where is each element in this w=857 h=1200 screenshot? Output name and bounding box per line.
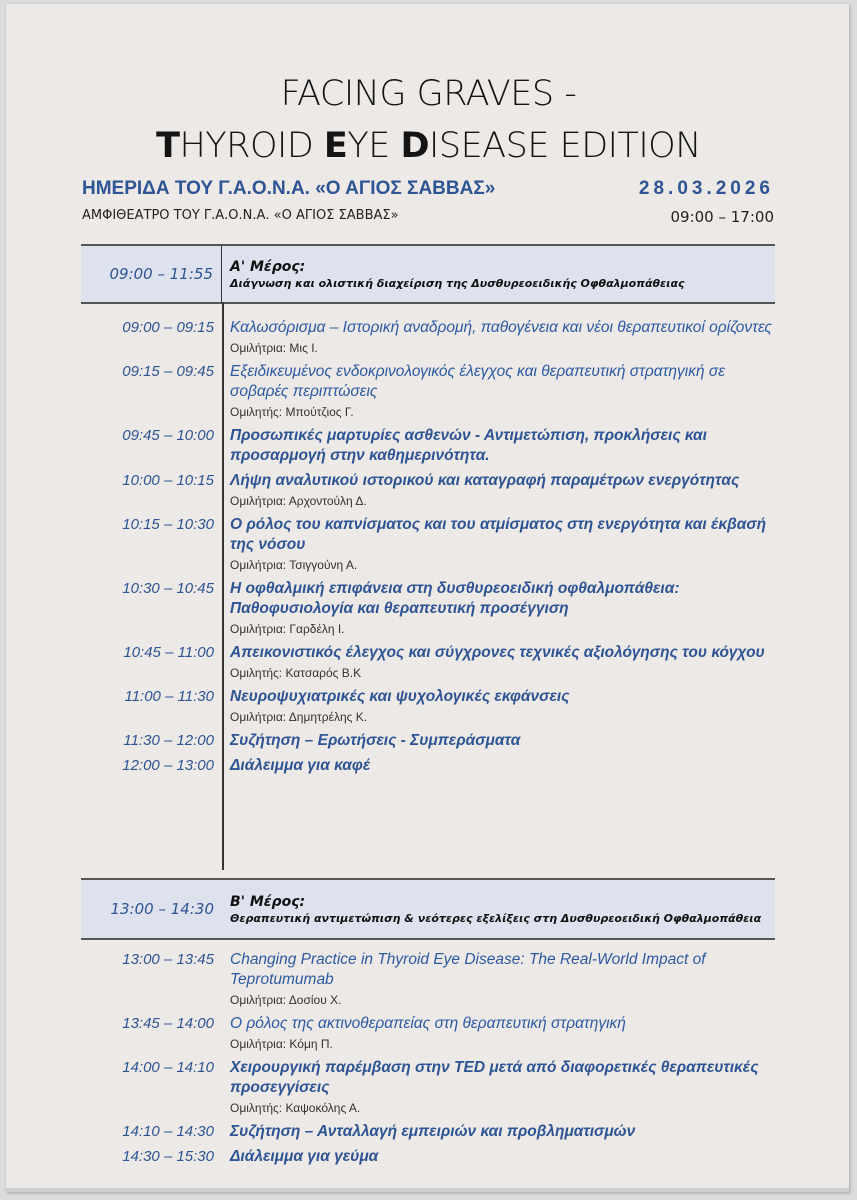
title-line-1: FACING GRAVES - (280, 74, 577, 114)
schedule-row (81, 1122, 775, 1142)
session-time: 14:30 – 15:30 (122, 1148, 214, 1165)
section-header-a (81, 244, 775, 304)
session-title: Ο ρόλος του καπνίσματος και του ατμίσματος στη ενεργότητα και έκβασή της νόσου (230, 516, 767, 553)
session-title: Λήψη αναλυτικού ιστορικού και καταγραφή παραμέτρων ενεργότητας (230, 472, 740, 489)
schedule-row (81, 1058, 775, 1117)
schedule-row (81, 731, 775, 751)
session-time: 10:30 – 10:45 (122, 580, 214, 597)
session-time: 13:00 – 13:45 (122, 951, 214, 968)
session-title: Η οφθαλμική επιφάνεια στη δυσθυρεοειδική οφθαλμοπάθεια: Παθοφυσιολογία και θεραπευτική προσέγγιση (230, 580, 680, 617)
session-time: 09:15 – 09:45 (122, 363, 214, 380)
session-title: Εξειδικευμένος ενδοκρινολογικός έλεγχος και θεραπευτική στρατηγική σε σοβαρές περιπτώσεις (230, 363, 726, 400)
session-time: 10:45 – 11:00 (123, 644, 214, 661)
session-time: 09:00 – 09:15 (122, 319, 214, 336)
session-time: 10:00 – 10:15 (122, 472, 214, 489)
session-time: 09:45 – 10:00 (122, 427, 214, 444)
venue-name: ΑΜΦΙΘΕΑΤΡΟ ΤΟΥ Γ.Α.Ο.Ν.Α. «Ο ΑΓΙΟΣ ΣΑΒΒΑΣ» (82, 208, 399, 223)
section-label: Α' Μέρος: (230, 258, 306, 275)
session-title: Συζήτηση – Ανταλλαγή εμπειριών και προβληματισμών (230, 1123, 636, 1140)
session-title: Καλωσόρισμα – Ιστορική αναδρομή, παθογένεια και νέοι θεραπευτικοί ορίζοντες (230, 319, 772, 336)
schedule-row (81, 362, 775, 421)
section-header-b (81, 878, 775, 940)
session-speaker: Ομιλήτρια: Κόμη Π. (230, 1037, 333, 1051)
session-time: 12:00 – 13:00 (122, 757, 214, 774)
session-title: Διάλειμμα για καφέ (230, 757, 371, 774)
session-time: 11:00 – 11:30 (124, 688, 214, 705)
page-bottom-edge (6, 1188, 849, 1192)
event-line (82, 178, 774, 200)
venue-line (82, 208, 774, 226)
schedule-row (81, 1014, 775, 1053)
schedule-row (81, 1147, 775, 1167)
schedule-row (81, 950, 775, 1009)
session-speaker: Ομιλήτρια: Δημητρέλης Κ. (230, 710, 368, 724)
session-speaker: Ομιλητής: Κατσαρός Β.Κ (230, 666, 362, 680)
session-speaker: Ομιλήτρια: Αρχοντούλη Δ. (230, 494, 367, 508)
session-time: 11:30 – 12:00 (123, 732, 214, 749)
section-time: 13:00 – 14:30 (110, 900, 214, 918)
schedule-row (81, 579, 775, 638)
schedule-row (81, 318, 775, 357)
title-fragment: E (323, 126, 348, 166)
session-title: Νευροψυχιατρικές και ψυχολογικές εκφάνσεις (230, 688, 570, 705)
event-date: 28.03.2026 (638, 178, 774, 199)
session-time: 14:10 – 14:30 (122, 1123, 214, 1140)
title-fragment: T (156, 126, 180, 166)
schedule-row (81, 756, 775, 776)
title-fragment: D (400, 126, 430, 166)
session-speaker: Ομιλητής: Μπούτζιος Γ. (230, 405, 354, 419)
section-label: Β' Μέρος: (230, 893, 306, 910)
section-description: Διάγνωση και ολιστική διαχείριση της Δυσθυρεοειδικής Οφθαλμοπάθειας (230, 276, 685, 290)
title-fragment: ISEASE EDITION (429, 126, 701, 166)
session-speaker: Ομιλήτρια: Δοσίου Χ. (230, 993, 342, 1007)
event-hours: 09:00 – 17:00 (670, 208, 774, 226)
session-title: Ο ρόλος της ακτινοθεραπείας στη θεραπευτική στρατηγική (230, 1015, 626, 1032)
session-speaker: Ομιλήτρια: Τσιγγούνη Α. (230, 558, 358, 572)
session-title: Χειρουργική παρέμβαση στην TED μετά από διαφορετικές θεραπευτικές προσεγγίσεις (230, 1059, 759, 1096)
title-line-2 (0, 126, 857, 166)
section-time: 09:00 – 11:55 (81, 246, 222, 302)
title-fragment: HYROID (179, 126, 324, 166)
session-title: Προσωπικές μαρτυρίες ασθενών - Αντιμετώπιση, προκλήσεις και προσαρμογή στην καθημερινότητα. (230, 427, 707, 464)
session-speaker: Ομιλήτρια: Μις Ι. (230, 341, 318, 355)
session-time: 10:15 – 10:30 (122, 516, 214, 533)
schedule-row (81, 426, 775, 466)
schedule-row (81, 643, 775, 682)
session-title: Changing Practice in Thyroid Eye Disease: The Real-World Impact of Teprotumumab (230, 951, 706, 988)
schedule-list-b (81, 950, 775, 1172)
session-time: 14:00 – 14:10 (122, 1059, 214, 1076)
schedule-row (81, 515, 775, 574)
schedule-list-a (81, 318, 775, 781)
session-time: 13:45 – 14:00 (122, 1015, 214, 1032)
schedule-row (81, 471, 775, 510)
session-speaker: Ομιλήτρια: Γαρδέλη Ι. (230, 622, 345, 636)
event-name: ΗΜΕΡΙΔΑ ΤΟΥ Γ.Α.Ο.Ν.Α. «Ο ΑΓΙΟΣ ΣΑΒΒΑΣ» (82, 178, 496, 199)
session-title: Απεικονιστικός έλεγχος και σύγχρονες τεχνικές αξιολόγησης του κόγχου (230, 644, 765, 661)
schedule-row (81, 687, 775, 726)
title-fragment: YE (347, 126, 401, 166)
session-speaker: Ομιλητής: Καψοκόλης Α. (230, 1101, 361, 1115)
section-description: Θεραπευτική αντιμετώπιση & νεότερες εξελίξεις στη Δυσθυρεοειδική Οφθαλμοπάθεια (230, 911, 762, 925)
session-title: Συζήτηση – Ερωτήσεις - Συμπεράσματα (230, 732, 521, 749)
session-title: Διάλειμμα για γεύμα (230, 1148, 379, 1165)
